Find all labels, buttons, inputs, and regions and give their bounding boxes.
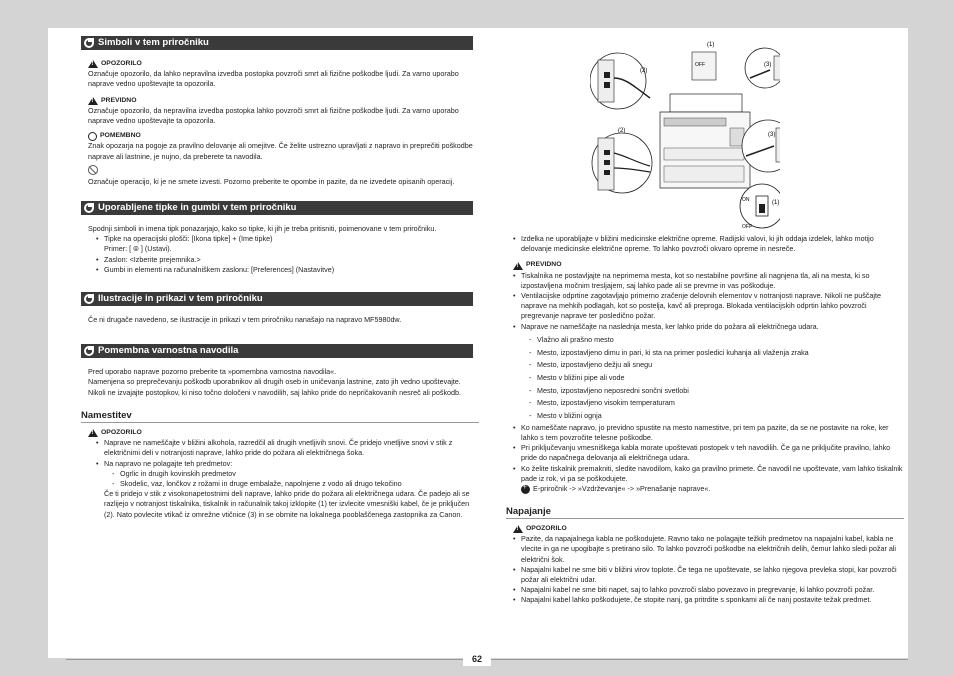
section-header-keys: Uporabljene tipke in gumbi v tem priročniku	[81, 201, 473, 215]
warning-text: Označuje opozorilo, da lahko nepravilna izvedba postopka povzroči smrt ali fizične poškodbe ljudi. Za varno uporabo naprave vedno upoštevajte ta opozorila.	[88, 69, 459, 89]
warning-label: ! OPOZORILO	[88, 59, 473, 69]
list-item: - Ogrlic in drugih kovinskih predmetov	[112, 469, 473, 479]
list-item: • Zaslon: <Izberite prejemnika.>	[96, 255, 473, 265]
list-item: • Izdelka ne uporabljajte v bližini medicinske električne opreme. Radijski valovi, ki jih oddaja izdelek, lahko motijo delovanje medicinske električne opreme. To lahko povzroči okvaro opreme in nesreče.	[513, 234, 906, 254]
list-item: • Ko nameščate napravo, jo previdno spustite na mesto namestitve, pri tem pa pazite, da se ne postavite na roke, ker lahko s tem povzročite telesne poškodbe.	[513, 423, 906, 443]
caution-text: Označuje opozorilo, da nepravilna izvedba postopka lahko povzroči smrt ali fizične poškodbe ljudi. Za varno uporabo naprave vedno upoštevajte ta opozorila.	[88, 105, 459, 126]
important-text: Znak opozarja na pogoje za pravilno delovanje ali omejitve. Če želite ustrezno upravljati z napravo in preprečiti poškodbe naprave ali lastnine, je nujno, da preberete ta navodila.	[88, 141, 473, 161]
list-item: - Mesto v bližini ognja	[529, 410, 906, 423]
label-1-bottom: (1)	[772, 200, 780, 206]
list-item: • Tipke na operacijski plošči: [Ikona tipke] + (Ime tipke) Primer: [ ⦾ ] (Ustavi).	[96, 234, 473, 254]
list-item: - Skodelic, vaz, lončkov z rožami in druge embalaže, napolnjene z vodo ali drugo tekočino	[112, 479, 473, 489]
section-header-safety: Pomembna varnostna navodila	[81, 344, 473, 358]
caution-triangle-icon	[513, 262, 523, 270]
warning-label: ! OPOZORILO	[88, 428, 473, 438]
list-item: - Mesto, izpostavljeno dimu in pari, ki sta na primer posledici kuhanja ali vlaženja zraka	[529, 347, 906, 360]
list-item: - Mesto, izpostavljeno visokim temperaturam	[529, 397, 906, 410]
list-item: • Napajalni kabel ne sme biti v bližini virov toplote. Če tega ne upoštevate, se lahko njegova prevleka stopi, kar povzroči požar ali električni udar.	[513, 565, 906, 585]
section-bullet-icon	[84, 203, 94, 213]
section-bullet-icon	[84, 38, 94, 48]
off-label-top: OFF	[695, 62, 705, 68]
important-icon	[88, 132, 97, 141]
list-item: - Vlažno ali prašno mesto	[529, 334, 906, 347]
list-item: • Gumbi in elementi na računalniškem zaslonu: [Preferences] (Nastavitve)	[96, 265, 473, 275]
important-label: POMEMBNO	[88, 131, 473, 141]
right-column	[506, 234, 906, 606]
safety-text-2: Namenjena so preprečevanju poškodb uporabnikov ali drugih oseb in uničevanja lastnine, zato jih vedno upoštevajte.	[88, 377, 461, 387]
power-heading: Napajanje	[506, 507, 904, 519]
list-item: • Ventilacijske odprtine zagotavljajo primerno zračenje delovnih elementov v notranjosti naprave. Nikoli ne puščajte naprave na mehkih podlagah, kot so postelja, kavč ali preproga. Blokada ventilacijskih odprtin lahko povzroči pregrevanje naprave ter posledično požar.	[513, 291, 906, 322]
reference-icon	[521, 485, 530, 494]
warning-triangle-icon	[513, 525, 523, 533]
section-header-illustrations: Ilustracije in prikazi v tem priročniku	[81, 292, 473, 306]
list-item: - Mesto, izpostavljeno dežju ali snegu	[529, 359, 906, 372]
label-1-top: (1)	[707, 42, 715, 48]
list-item: • Na napravo ne polagajte teh predmetov: - Ogrlic in drugih kovinskih predmetov - Skodelic, vaz, lončkov z rožami in druge embalaže, napolnjene z vodo ali drugo tekočino Če ti pridejo v stik z visokonapetostnimi deli naprave, lahko pride do požara ali električnega udara. Če padejo ali se razlijejo v notranjost tiskalnika, tiskalnik in računalnik takoj izklopite (1) ter izvlecite vmesniški kabel, če je priključen (2). Nato povlecite vtikač iz omrežne vtičnice (3) in se obrnite na lokalnega pooblaščenega zastopnika za Canon.	[96, 459, 473, 520]
warning-triangle-icon	[88, 429, 98, 437]
list-item: • Napajalni kabel ne sme biti napet, saj to lahko povzroči slabo povezavo in pregrevanje, ki lahko povzroči požar.	[513, 585, 906, 595]
section-bullet-icon	[84, 294, 94, 304]
safety-text-1: Pred uporabo naprave pozorno preberite ta »pomembna varnostna navodila«.	[88, 367, 337, 377]
list-item: • Tiskalnika ne postavljajte na neprimerna mesta, kot so nestabilne površine ali nagnjena tla, ali na mesta, ki so izpostavljena močnim tresljajem, saj lahko pade ali se prevrne in vas poškoduje.	[513, 271, 906, 291]
list-item: • Pri priključevanju vmesniškega kabla morate upoštevati postopek v teh navodilih. Če ga ne priključite pravilno, lahko pride do napačnega delovanja ali električnega udara.	[513, 443, 906, 463]
section-header-symbols: Simboli v tem priročniku	[81, 36, 473, 50]
list-item: • Ko želite tiskalnik premakniti, sledite navodilom, kako ga pravilno primete. Če navodil ne upoštevate, vam lahko tiskalnik pade iz rok, vi pa se poškodujete. + E-priročnik -> »Vzdrževanje« -> »Prenašanje naprave«.	[513, 464, 906, 497]
list-item: • Naprave ne nameščajte v bližini alkohola, razredčil ali drugih vnetljivih snovi. Če pridejo vnetljive snovi v stik z električnimi deli v notranjosti naprave, lahko pride do požara ali električnega šoka.	[96, 438, 473, 458]
list-item-continuation: Če ti pridejo v stik z visokonapetostnimi deli naprave, lahko pride do požara ali električnega udara. Če padejo ali se razlijejo v notranjost tiskalnika, tiskalnik in računalnik takoj izklopite (1) ter izvlecite vmesniški kabel, če je priključen (2). Nato povlecite vtikač iz omrežne vtičnice (3) in se obrnite na lokalnega pooblaščenega zastopnika za Canon.	[104, 489, 470, 519]
caution-triangle-icon	[88, 97, 98, 105]
on-label: ON	[742, 197, 750, 203]
list-item: - Mesto v bližini pipe ali vode	[529, 372, 906, 385]
caution-label: ! PREVIDNO	[513, 260, 906, 270]
list-item: • Naprave ne nameščajte na naslednja mesta, ker lahko pride do požara ali električnega udara. - Vlažno ali prašno mesto - Mesto, izpostavljeno dimu in pari, ki sta na primer posledici kuhanja ali vlaženja zraka - Mesto, izpostavljeno dežju ali snegu - Mesto v bližini pipe ali vode - Mesto, izpostavljeno neposredni sončni svetlobi - Mesto, izpostavljeno visokim temperaturam - Mesto v bližini ognja	[513, 322, 906, 423]
label-3-bottom: (3)	[768, 132, 776, 138]
left-column	[81, 36, 473, 520]
printer-disconnection-illustration	[590, 38, 780, 234]
illustrations-text: Če ni drugače navedeno, se ilustracije in prikazi v tem priročniku nanašajo na napravo MF5980dw.	[88, 315, 402, 325]
prohibited-text: Označuje operacijo, ki je ne smete izvesti. Pozorno preberite te opombe in pazite, da ne izvedete opisanih operacij.	[88, 176, 455, 186]
keys-intro: Spodnji simboli in imena tipk ponazarjajo, kako so tipke, ki jih je treba pritisniti, poimenovane v tem priročniku.	[88, 224, 437, 234]
label-2-bottom: (2)	[618, 128, 626, 134]
safety-text-3: Nikoli ne izvajajte postopkov, ki niso točno določeni v navodilih, saj lahko pride do nepričakovanih nesreč ali poškodb.	[88, 387, 462, 397]
list-item: - Mesto, izpostavljeno neposredni sončni svetlobi	[529, 385, 906, 398]
page-number: 62	[463, 652, 491, 666]
off-label-bottom: OFF	[742, 224, 752, 230]
caution-label: ! PREVIDNO	[88, 96, 473, 106]
section-bullet-icon	[84, 346, 94, 356]
printer-body	[660, 94, 750, 188]
prohibited-icon	[88, 165, 98, 175]
label-2-top: (2)	[640, 68, 648, 74]
list-item: • Pazite, da napajalnega kabla ne poškodujete. Ravno tako ne polagajte težkih predmetov na napajalni kabel, kabla ne vlecite in ga ne upogibajte s pretirano silo. To lahko povzroči poškodbe na električnih delih, čemur lahko sledi požar ali električni šok.	[513, 534, 906, 565]
warning-triangle-icon	[88, 60, 98, 68]
installation-heading: Namestitev	[81, 411, 479, 423]
warning-label: ! OPOZORILO	[513, 524, 906, 534]
list-item: • Napajalni kabel lahko poškodujete, če stopite nanj, ga pritrdite s sponkami ali če nanj postavite težak predmet.	[513, 595, 906, 605]
label-3-top: (3)	[764, 62, 772, 68]
